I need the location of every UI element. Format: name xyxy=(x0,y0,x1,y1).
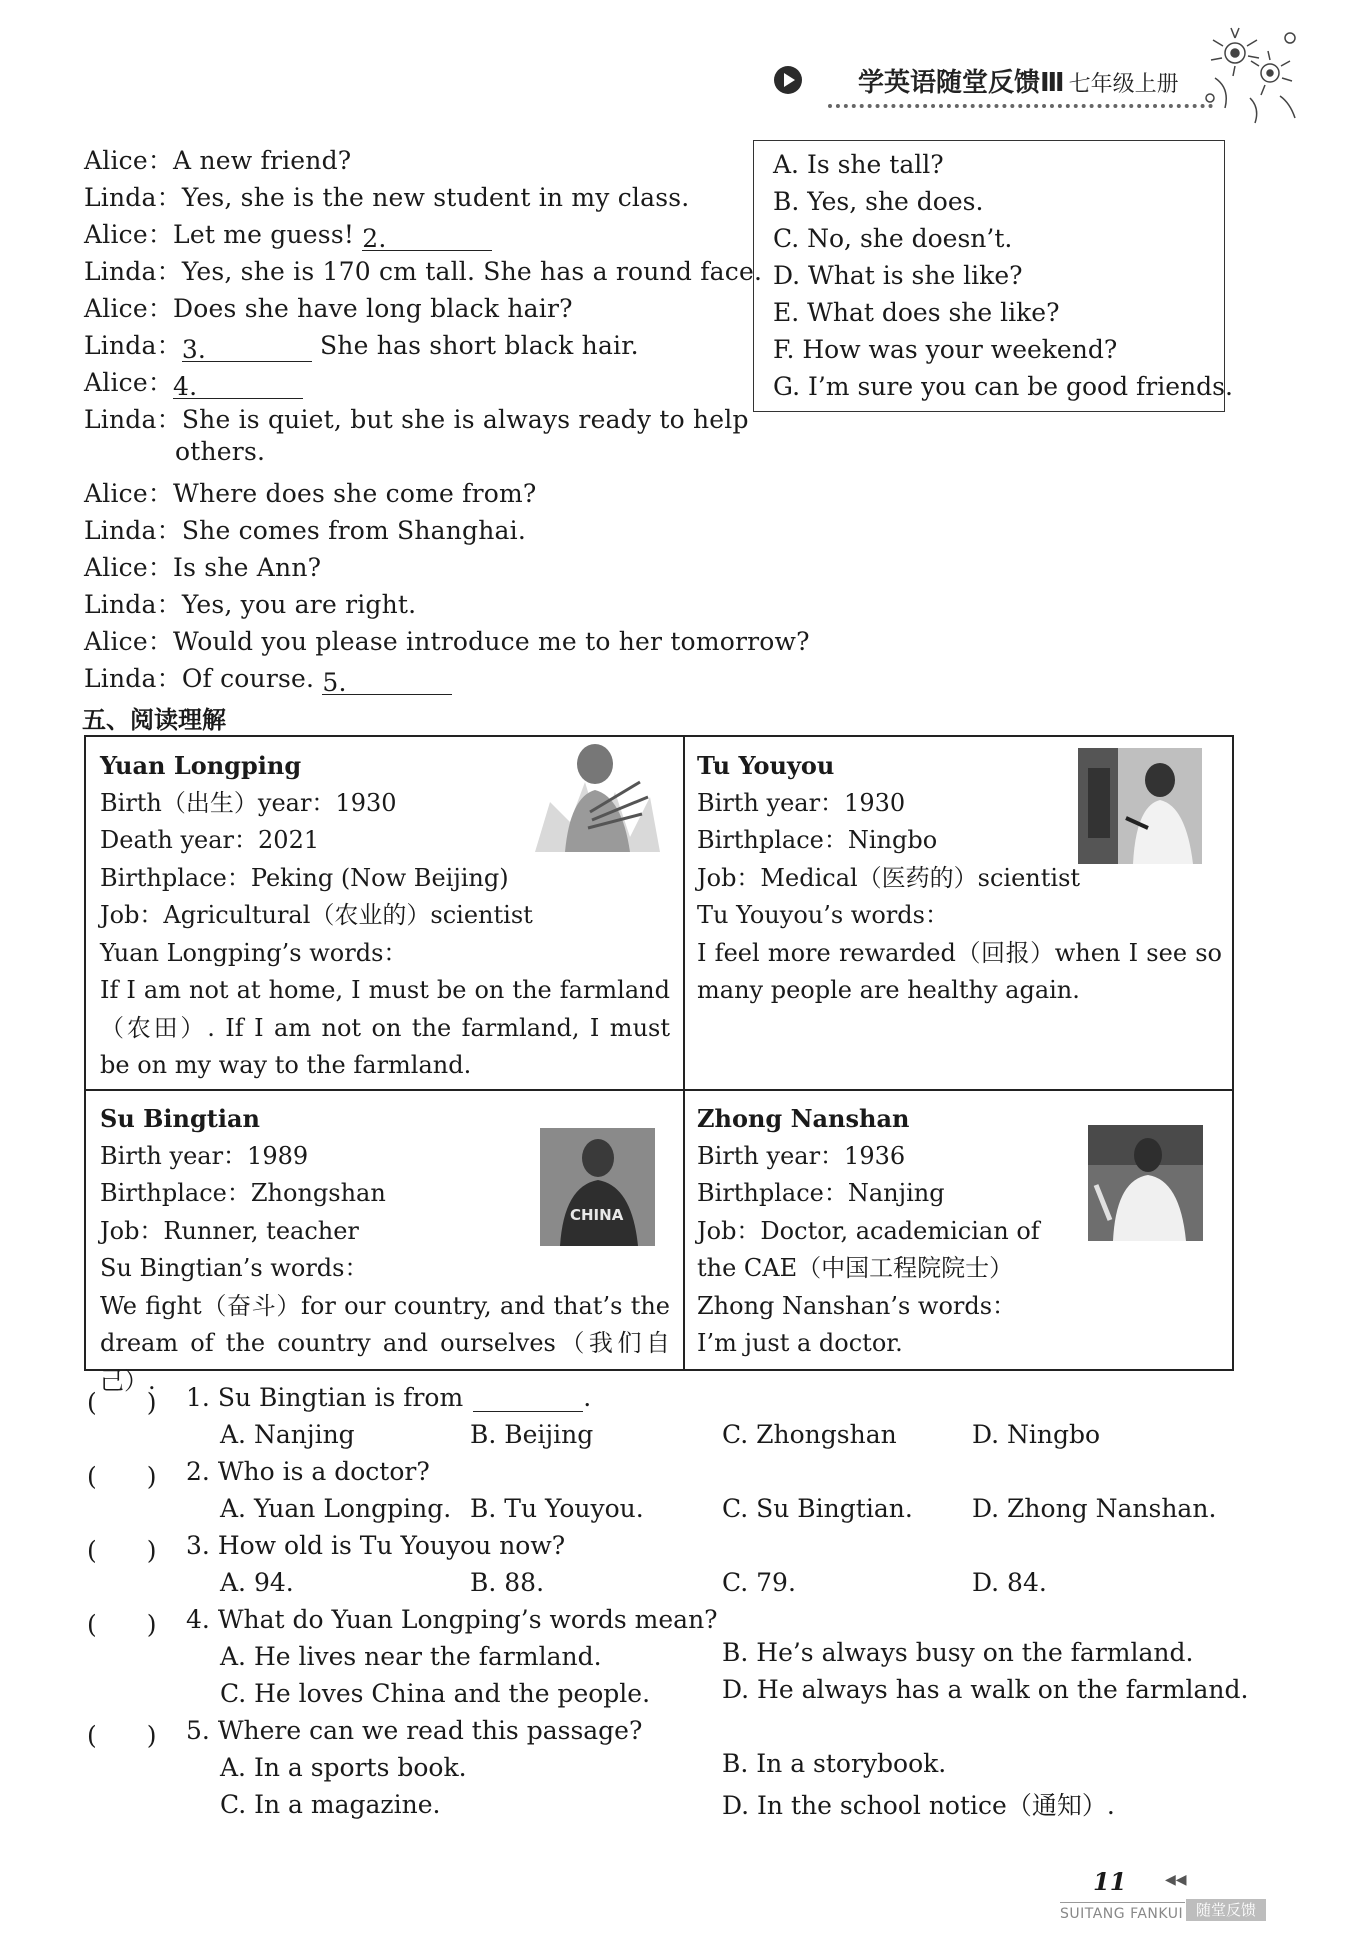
su-shirt-text: CHINA xyxy=(570,1206,624,1224)
header-dotted-rule xyxy=(828,104,1213,108)
su-bingtian-photo xyxy=(540,1128,655,1246)
dialogue-line-8: Linda：She is quiet, but she is always ready to help xyxy=(84,405,749,434)
q1-option-d[interactable]: D. Ningbo xyxy=(972,1420,1101,1449)
dialogue-line-5: Alice：Does she have long black hair? xyxy=(84,294,573,323)
question-4: 4. What do Yuan Longping’s words mean? xyxy=(186,1605,718,1634)
q4-option-d[interactable]: D. He always has a walk on the farmland. xyxy=(722,1675,1249,1704)
q4-option-b[interactable]: B. He’s always busy on the farmland. xyxy=(722,1638,1194,1667)
profile-words: We fight（奋斗）for our country, and that’s the dream of the country and ourselves（我们自己）. xyxy=(100,1291,670,1395)
profile-words: If I am not at home, I must be on the farmland（农田）. If I am not on the farmland, I must be on my way to the farmland. xyxy=(100,976,670,1079)
option-f: F. How was your weekend? xyxy=(773,335,1118,364)
answer-parens-5[interactable]: ( ) xyxy=(87,1721,157,1750)
q4-option-a[interactable]: A. He lives near the farmland. xyxy=(220,1642,602,1671)
answer-parens-3[interactable]: ( ) xyxy=(87,1536,157,1565)
profile-zhong-nanshan: Zhong Nanshan Birth year：1936 Birthplace：Nanjing Job：Doctor, academician of the CAE（中国工程院院士） Zhong Nanshan’s words： I’m just a doctor. xyxy=(697,1100,1222,1363)
question-1: 1. Su Bingtian is from . xyxy=(186,1383,592,1412)
play-icon xyxy=(774,66,802,94)
profile-name: Zhong Nanshan xyxy=(697,1104,910,1133)
flower-ornament-icon xyxy=(1195,18,1305,128)
q4-option-c[interactable]: C. He loves China and the people. xyxy=(220,1679,651,1708)
profile-words: I’m just a doctor. xyxy=(697,1329,903,1357)
q3-option-a[interactable]: A. 94. xyxy=(220,1568,294,1597)
option-e: E. What does she like? xyxy=(773,298,1060,327)
q5-option-c[interactable]: C. In a magazine. xyxy=(220,1790,441,1819)
answer-blank-3[interactable]: 3. xyxy=(182,335,312,362)
q3-option-d[interactable]: D. 84. xyxy=(972,1568,1047,1597)
dialogue-line-9: others. xyxy=(175,437,266,466)
q5-option-d[interactable]: D. In the school notice（通知）. xyxy=(722,1791,1115,1820)
q2-option-d[interactable]: D. Zhong Nanshan. xyxy=(972,1494,1217,1523)
q1-option-a[interactable]: A. Nanjing xyxy=(220,1420,355,1449)
dialogue-line-11: Linda：She comes from Shanghai. xyxy=(84,516,527,545)
answer-parens-4[interactable]: ( ) xyxy=(87,1610,157,1639)
dialogue-line-3: Alice：Let me guess! 2. xyxy=(84,215,492,251)
dialogue-line-13: Linda：Yes, you are right. xyxy=(84,590,417,619)
option-c: C. No, she doesn’t. xyxy=(773,224,1013,253)
profile-name: Tu Youyou xyxy=(697,751,835,780)
double-arrow-left-icon: ◀◀ xyxy=(1165,1872,1187,1888)
grid-divider-vertical xyxy=(683,737,685,1369)
q5-option-b[interactable]: B. In a storybook. xyxy=(722,1749,947,1778)
question-2: 2. Who is a doctor? xyxy=(186,1457,430,1486)
answer-blank-4[interactable]: 4. xyxy=(173,372,303,399)
question-5: 5. Where can we read this passage? xyxy=(186,1716,643,1745)
profile-tu-youyou: Tu Youyou Birth year：1930 Birthplace：Ningbo Job：Medical（医药的）scientist Tu Youyou’s words： I feel more rewarded（回报）when I see so many people are healthy again. xyxy=(697,747,1222,1010)
profile-su-bingtian: Su Bingtian Birth year：1989 Birthplace：Zhongshan Job：Runner, teacher Su Bingtian’s words： We fight（奋斗）for our country, and that’s the dream of the country and ourselves（我们自己）. xyxy=(100,1100,670,1400)
footer-brand-cn: 随堂反馈 xyxy=(1186,1899,1266,1921)
footer-brand-en: SUITANG FANKUI xyxy=(1060,1906,1184,1922)
grid-divider-horizontal xyxy=(86,1089,1232,1091)
q2-option-c[interactable]: C. Su Bingtian. xyxy=(722,1494,913,1523)
option-b: B. Yes, she does. xyxy=(773,187,984,216)
option-d: D. What is she like? xyxy=(773,261,1023,290)
q2-option-b[interactable]: B. Tu Youyou. xyxy=(470,1494,644,1523)
footer-rule xyxy=(1060,1902,1185,1903)
question-1-blank[interactable] xyxy=(473,1387,583,1412)
answer-parens-2[interactable]: ( ) xyxy=(87,1462,157,1491)
book-title: 学英语随堂反馈Ⅲ 七年级上册 xyxy=(858,68,1179,98)
answer-blank-2[interactable]: 2. xyxy=(362,224,492,251)
q1-option-c[interactable]: C. Zhongshan xyxy=(722,1420,897,1449)
q5-option-a[interactable]: A. In a sports book. xyxy=(220,1753,467,1782)
dialogue-line-2: Linda：Yes, she is the new student in my class. xyxy=(84,183,690,212)
zhong-nanshan-photo xyxy=(1088,1125,1203,1241)
dialogue-line-6: Linda：3. She has short black hair. xyxy=(84,331,639,364)
q2-option-a[interactable]: A. Yuan Longping. xyxy=(220,1494,452,1523)
profile-name: Su Bingtian xyxy=(100,1104,260,1133)
profile-words: I feel more rewarded（回报）when I see so many people are healthy again. xyxy=(697,938,1222,1004)
answer-parens-1[interactable]: ( ) xyxy=(87,1388,157,1417)
question-3: 3. How old is Tu Youyou now? xyxy=(186,1531,566,1560)
book-subtitle: 七年级上册 xyxy=(1068,72,1179,97)
yuan-longping-photo xyxy=(530,742,665,854)
q3-option-b[interactable]: B. 88. xyxy=(470,1568,545,1597)
dialogue-line-10: Alice：Where does she come from? xyxy=(84,479,537,508)
q3-option-c[interactable]: C. 79. xyxy=(722,1568,796,1597)
section-title: 五、阅读理解 xyxy=(82,706,226,734)
dialogue-line-7: Alice：4. xyxy=(84,363,303,399)
profile-yuan-longping: Yuan Longping Birth（出生）year：1930 Death year：2021 Birthplace：Peking (Now Beijing) Job：Agricultural（农业的）scientist Yuan Longping’s words： If I am not at home, I must be on the farmland（农田）. If I am not on the farmland, I must be on my way to the farmland. xyxy=(100,747,670,1085)
option-a: A. Is she tall? xyxy=(773,150,944,179)
dialogue-line-12: Alice：Is she Ann? xyxy=(84,553,322,582)
dialogue-line-4: Linda：Yes, she is 170 cm tall. She has a round face. xyxy=(84,257,763,286)
tu-youyou-photo xyxy=(1078,748,1202,864)
dialogue-line-15: Linda：Of course. 5. xyxy=(84,659,452,695)
dialogue-line-14: Alice：Would you please introduce me to her tomorrow? xyxy=(84,627,810,656)
q1-option-b[interactable]: B. Beijing xyxy=(470,1420,594,1449)
profile-name: Yuan Longping xyxy=(100,751,302,780)
option-g: G. I’m sure you can be good friends. xyxy=(773,372,1233,401)
dialogue-line-1: Alice：A new friend? xyxy=(84,146,352,175)
answer-blank-5[interactable]: 5. xyxy=(322,668,452,695)
page-number: 11 xyxy=(1093,1867,1127,1896)
